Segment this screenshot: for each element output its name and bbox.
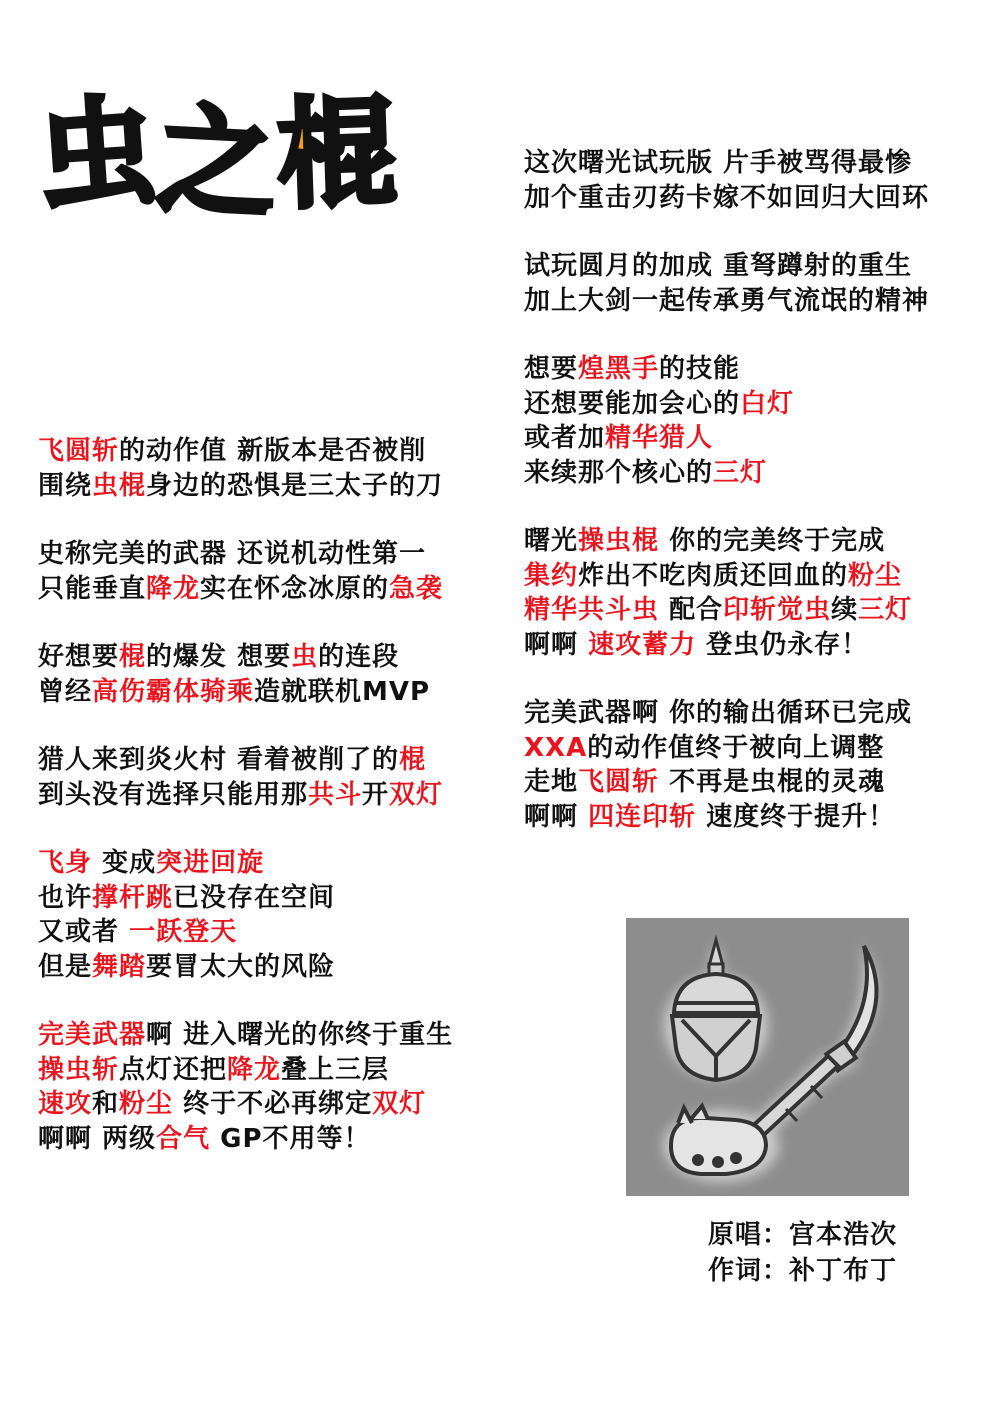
lyric-text: 到头没有选择只能用那 <box>38 779 309 810</box>
lyric-line <box>38 743 508 778</box>
lyric-text: 又或者 <box>38 917 130 947</box>
lyric-text: 但是 <box>38 951 93 982</box>
lyric-text: 走地 <box>524 767 579 797</box>
lyrics-right-column <box>524 146 984 868</box>
highlighted-term: 白灯 <box>740 388 795 419</box>
credit-label: 原唱： <box>708 1220 790 1250</box>
lyric-line <box>38 572 508 607</box>
highlighted-term: 棍 <box>399 745 427 775</box>
lyric-text: 实在怀念冰原的 <box>200 573 390 604</box>
highlighted-term: 煌黑手 <box>578 354 660 384</box>
lyric-text: 啊 进入曙光的你终于重生 <box>146 1020 454 1050</box>
lyric-line <box>38 675 508 710</box>
lyric-text: 配合 <box>659 595 724 625</box>
lyric-text: 也许 <box>38 882 93 913</box>
highlighted-term: 精华共斗虫 <box>524 595 660 625</box>
lyric-text: 叠上三层 <box>281 1054 390 1085</box>
lyric-text: 曙光 <box>524 526 579 556</box>
lyric-text: 登虫仍永存！ <box>696 629 869 660</box>
lyric-stanza <box>38 434 508 503</box>
lyric-text: GP不用等！ <box>210 1123 371 1154</box>
lyric-line <box>38 778 508 813</box>
highlighted-term: 双灯 <box>389 779 444 810</box>
lyric-line <box>38 1122 508 1157</box>
lyric-stanza <box>524 696 984 834</box>
lyric-stanza <box>524 249 984 318</box>
highlighted-term: 速攻 <box>38 1089 93 1119</box>
highlighted-term: 棍 <box>119 642 147 672</box>
highlighted-term: 共斗 <box>308 779 363 810</box>
page-title <box>33 81 393 235</box>
lyric-text: 的连段 <box>318 642 400 672</box>
lyric-line <box>38 881 508 916</box>
highlighted-term: XXA <box>524 732 588 763</box>
highlighted-term: 粉尘 <box>119 1089 174 1119</box>
highlighted-term: 印斩觉虫 <box>723 595 832 625</box>
highlighted-term: 三灯 <box>713 457 768 488</box>
lyric-line <box>524 800 984 835</box>
lyric-stanza <box>38 537 508 606</box>
lyric-line <box>524 284 984 319</box>
credit-lyricist <box>708 1253 897 1289</box>
lyric-text: 完美武器啊 你的输出循环已完成 <box>524 698 913 728</box>
lyric-line <box>38 846 508 881</box>
lyric-line <box>38 434 508 469</box>
highlighted-term: 突进回旋 <box>156 848 265 878</box>
lyric-line <box>38 537 508 572</box>
lyric-text: 要冒太大的风险 <box>146 951 336 982</box>
highlighted-term: 双灯 <box>372 1089 427 1119</box>
lyric-text: 终于不必再绑定 <box>173 1089 373 1119</box>
lyric-text: 造就联机MVP <box>254 676 431 707</box>
highlighted-term: 粉尘 <box>848 560 903 591</box>
insect-glaive-icon <box>626 918 909 1196</box>
lyric-line <box>524 249 984 284</box>
lyric-line <box>524 181 984 216</box>
lyric-stanza <box>38 1018 508 1156</box>
lyric-text: 开 <box>362 779 390 810</box>
lyric-text: 炸出不吃肉质还回血的 <box>578 560 849 591</box>
credit-label: 作词： <box>708 1256 790 1286</box>
lyric-line <box>524 352 984 387</box>
lyric-text: 啊啊 <box>524 629 589 660</box>
highlighted-term: 降龙 <box>146 573 201 604</box>
lyric-text: 曾经 <box>38 676 93 707</box>
lyric-text: 围绕 <box>38 470 93 501</box>
lyric-text: 啊啊 <box>524 801 589 832</box>
lyric-line <box>38 1087 508 1122</box>
lyric-text: 已没存在空间 <box>173 882 336 913</box>
lyric-text: 想要 <box>524 354 579 384</box>
highlighted-term: 集约 <box>524 560 579 591</box>
lyric-line <box>524 593 984 628</box>
lyric-line <box>524 731 984 766</box>
highlighted-term: 一跃登天 <box>129 917 238 947</box>
lyric-line <box>524 765 984 800</box>
highlighted-term: 降龙 <box>227 1054 282 1085</box>
lyric-text: 还想要能加会心的 <box>524 388 741 419</box>
lyric-text: 的爆发 想要 <box>146 642 292 672</box>
lyric-line <box>38 915 508 950</box>
lyric-text: 啊啊 两级 <box>38 1123 157 1154</box>
lyric-line <box>38 469 508 504</box>
lyric-text: 的动作值 新版本是否被削 <box>119 436 427 466</box>
lyric-text: 不再是虫棍的灵魂 <box>659 767 886 797</box>
highlighted-term: 飞圆斩 <box>38 436 120 466</box>
lyric-text: 速度终于提升！ <box>696 801 896 832</box>
lyric-text: 史称完美的武器 还说机动性第一 <box>38 539 427 569</box>
lyric-stanza <box>38 846 508 984</box>
credit-original-singer <box>708 1217 897 1253</box>
highlighted-term: 舞踏 <box>92 951 147 982</box>
highlighted-term: 飞圆斩 <box>578 767 660 797</box>
lyric-text: 变成 <box>92 848 157 878</box>
insect-glaive-icon-graphic <box>626 918 909 1196</box>
title-char-3: 棍 <box>275 83 393 225</box>
lyric-stanza <box>38 640 508 709</box>
highlighted-term: 飞身 <box>38 848 93 878</box>
lyric-line <box>38 950 508 985</box>
lyric-line <box>524 696 984 731</box>
lyric-line <box>524 559 984 594</box>
highlighted-term: 完美武器 <box>38 1020 147 1050</box>
highlighted-term: 四连印斩 <box>588 801 697 832</box>
lyric-stanza <box>524 146 984 215</box>
highlighted-term: 急袭 <box>389 573 444 604</box>
lyric-text: 好想要 <box>38 642 120 672</box>
lyric-line <box>524 524 984 559</box>
highlighted-term: 合气 <box>156 1123 211 1154</box>
highlighted-term: 三灯 <box>858 595 913 625</box>
lyric-text: 或者加 <box>524 423 606 453</box>
lyric-line <box>524 146 984 181</box>
lyric-line <box>38 1018 508 1053</box>
lyric-text: 身边的恐惧是三太子的刀 <box>146 470 444 501</box>
title-char-1: 虫 <box>33 81 155 227</box>
lyric-stanza <box>524 352 984 490</box>
lyric-line <box>524 421 984 456</box>
lyric-text: 试玩圆月的加成 重弩蹲射的重生 <box>524 251 913 281</box>
credit-value: 宫本浩次 <box>789 1220 898 1250</box>
lyric-line <box>524 456 984 491</box>
lyric-text: 猎人来到炎火村 看着被削了的 <box>38 745 400 775</box>
lyric-text: 这次曙光试玩版 片手被骂得最惨 <box>524 148 913 178</box>
highlighted-term: 虫 <box>291 642 319 672</box>
lyric-text: 加上大剑一起传承勇气流氓的精神 <box>524 285 930 316</box>
lyrics-left-column <box>38 434 508 1190</box>
lyric-text: 点灯还把 <box>119 1054 228 1085</box>
credit-value: 补丁布丁 <box>789 1256 898 1286</box>
highlighted-term: 虫棍 <box>92 470 147 501</box>
lyric-text: 你的完美终于完成 <box>659 526 886 556</box>
lyric-stanza <box>38 743 508 812</box>
lyric-text: 的技能 <box>659 354 741 384</box>
lyric-stanza <box>524 524 984 662</box>
lyric-line <box>524 628 984 663</box>
lyric-line <box>38 1053 508 1088</box>
lyric-line <box>524 387 984 422</box>
highlighted-term: 操虫斩 <box>38 1054 120 1085</box>
credits <box>708 1217 897 1289</box>
highlighted-term: 精华猎人 <box>605 423 714 453</box>
lyric-text: 只能垂直 <box>38 573 147 604</box>
lyric-text: 的动作值终于被向上调整 <box>587 732 885 763</box>
lyric-text: 加个重击刃药卡嫁不如回归大回环 <box>524 182 930 213</box>
lyric-text: 和 <box>92 1089 120 1119</box>
lyric-line <box>38 640 508 675</box>
title-char-2: 之 <box>154 90 274 234</box>
highlighted-term: 操虫棍 <box>578 526 660 556</box>
lyric-text: 续 <box>831 595 859 625</box>
highlighted-term: 撑杆跳 <box>92 882 174 913</box>
highlighted-term: 高伤霸体骑乘 <box>92 676 255 707</box>
highlighted-term: 速攻蓄力 <box>588 629 697 660</box>
lyric-text: 来续那个核心的 <box>524 457 714 488</box>
